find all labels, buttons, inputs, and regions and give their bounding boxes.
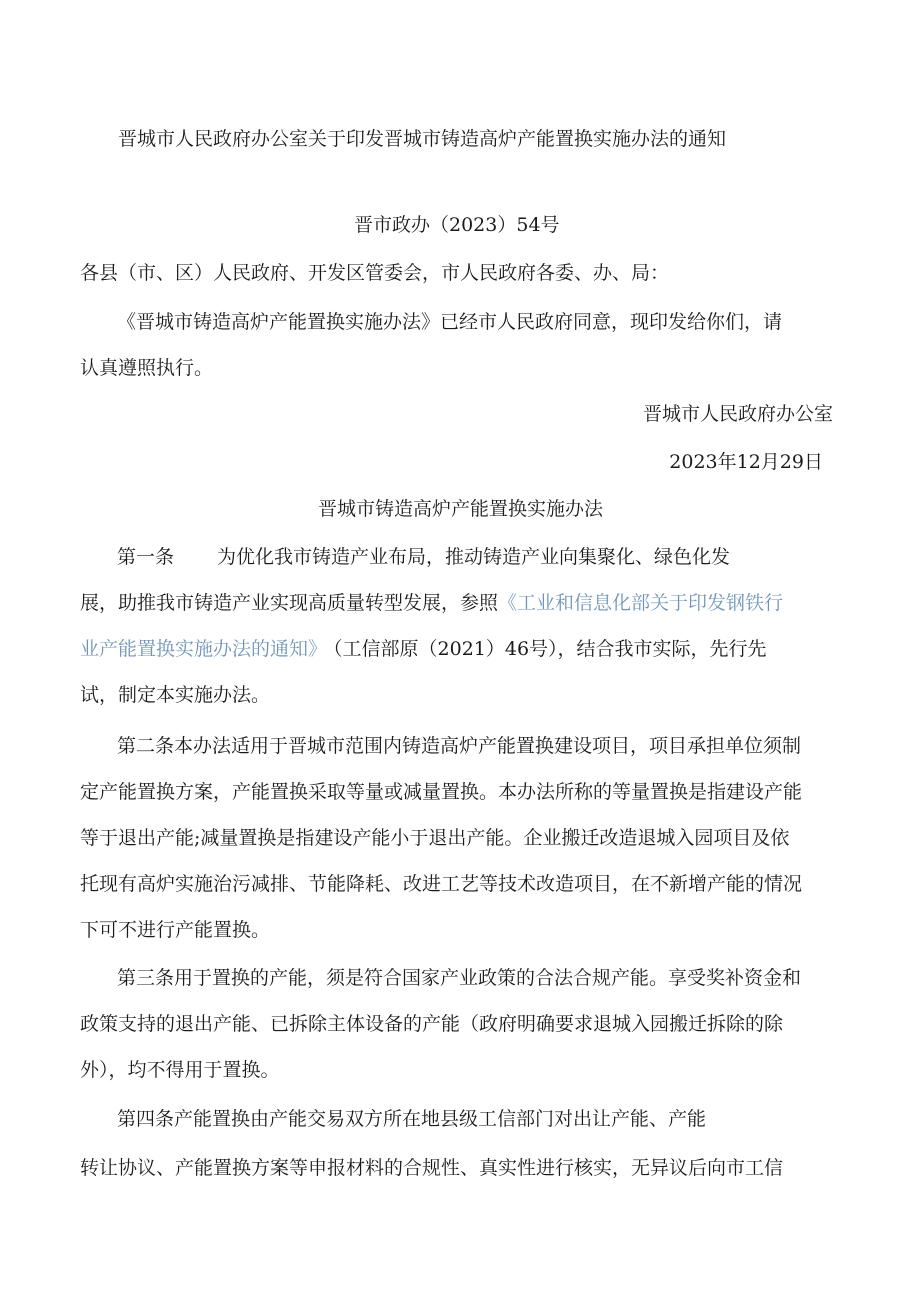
article-3-line-1: 第三条用于置换的产能，须是符合国家产业政策的合法合规产能。享受奖补资金和 — [117, 967, 802, 989]
notice-body-line-2: 认真遵照执行。 — [80, 357, 214, 379]
article-2-line-2: 定产能置换方案，产能置换采取等量或减量置换。本办法所称的等量置换是指建设产能 — [80, 781, 803, 803]
article-1-line-3 — [80, 637, 767, 661]
article-1-line-2 — [80, 591, 783, 615]
article-2-line-4: 托现有高炉实施治污减排、节能降耗、改进工艺等技术改造项目，在不新增产能的情况 — [80, 873, 803, 895]
addressee: 各县（市、区）人民政府、开发区管委会，市人民政府各委、办、局： — [80, 262, 670, 284]
article-3-line-2: 政策支持的退出产能、已拆除主体设备的产能（政府明确要求退城入园搬迁拆除的除 — [80, 1013, 784, 1035]
article-1-label: 第一条 — [117, 546, 175, 568]
measures-title: 晋城市铸造高炉产能置换实施办法 — [318, 498, 604, 520]
ref-link-part-1[interactable]: 《工业和信息化部关于印发钢铁行 — [498, 592, 784, 614]
article-2-line-5: 下可不进行产能置换。 — [80, 919, 271, 941]
notice-title: 晋城市人民政府办公室关于印发晋城市铸造高炉产能置换实施办法的通知 — [118, 128, 727, 150]
doc-number: 晋市政办（2023）54号 — [354, 214, 560, 236]
article-2-line-3: 等于退出产能;减量置换是指建设产能小于退出产能。企业搬迁改造退城入园项目及依 — [80, 827, 790, 849]
article-2-line-1: 第二条本办法适用于晋城市范围内铸造高炉产能置换建设项目，项目承担单位须制 — [117, 735, 802, 757]
article-1-line-3-text: （工信部原（2021）46号），结合我市实际，先行先 — [333, 638, 767, 660]
article-4-line-1: 第四条产能置换由产能交易双方所在地县级工信部门对出让产能、产能 — [117, 1108, 707, 1130]
article-1-line-4: 试，制定本实施办法。 — [80, 684, 271, 706]
article-1-line-2-text: 展，助推我市铸造产业实现高质量转型发展，参照 — [80, 592, 499, 614]
ref-link-part-2[interactable]: 业产能置换实施办法的通知》 — [80, 638, 328, 660]
article-3-line-3: 外），均不得用于置换。 — [80, 1059, 280, 1081]
article-4-line-2: 转让协议、产能置换方案等申报材料的合规性、真实性进行核实，无异议后向市工信 — [80, 1157, 784, 1179]
issuer: 晋城市人民政府办公室 — [642, 403, 833, 425]
article-1-line-1: 为优化我市铸造产业布局，推动铸造产业向集聚化、绿色化发 — [217, 546, 731, 568]
notice-body-line-1: 《晋城市铸造高炉产能置换实施办法》已经市人民政府同意，现印发给你们，请 — [117, 311, 783, 333]
issue-date: 2023年12月29日 — [669, 451, 823, 473]
